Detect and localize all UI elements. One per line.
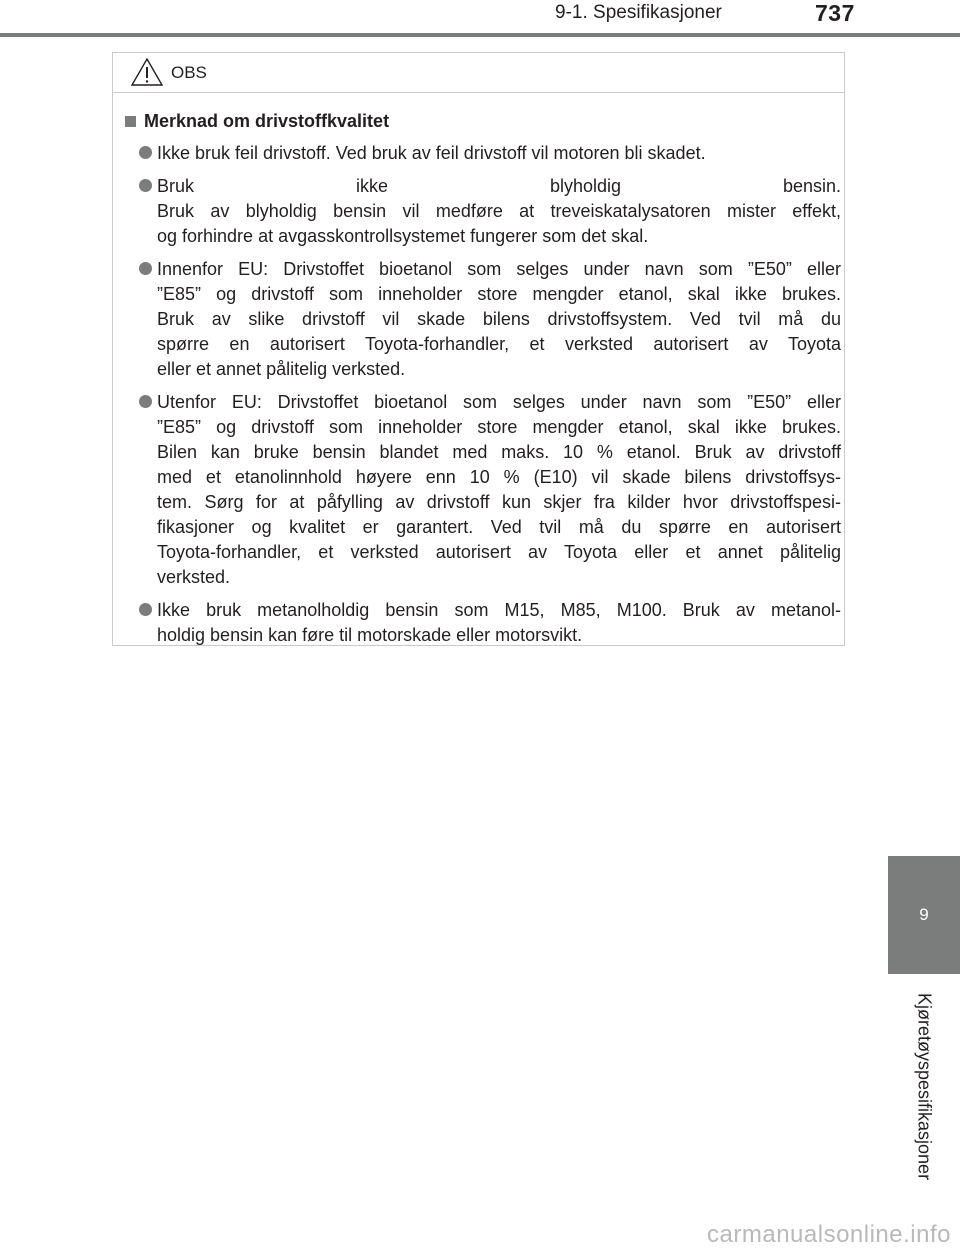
list-item-line: Bruk av blyholdig bensin vil medføre at treveiskatalysatoren mister effekt, <box>157 201 841 221</box>
list-item-line: holdig bensin kan føre til motorskade eller motorsvikt. <box>157 625 583 645</box>
list-item-line: Utenfor EU: Drivstoffet bioetanol som selges under navn som ”E50” eller <box>157 392 841 412</box>
watermark: carmanualsonline.info <box>707 1221 951 1248</box>
list-item-line: med et etanolinnhold høyere enn 10 % (E10) vil skade bilens drivstoffsys- <box>157 467 841 487</box>
sub-heading-text: Merknad om drivstoffkvalitet <box>144 111 390 131</box>
circle-bullet-icon <box>139 395 152 408</box>
square-bullet-icon <box>125 116 136 127</box>
list-item <box>139 598 841 648</box>
chapter-label <box>888 984 960 1189</box>
chapter-label-text: Kjøretøyspesifikasjoner <box>914 992 935 1181</box>
list-item <box>139 390 841 590</box>
circle-bullet-icon <box>139 262 152 275</box>
sub-heading <box>125 111 389 132</box>
warning-triangle-icon <box>131 57 163 87</box>
list-item-line: Toyota-forhandler, et verksted autorisert av Toyota eller et annet pålitelig <box>157 542 841 562</box>
list-item <box>139 257 841 382</box>
list-item-line: fikasjoner og kvalitet er garantert. Ved tvil må du spørre en autorisert <box>157 517 841 537</box>
list-item-line: ”E85” og drivstoff som inneholder store mengder etanol, skal ikke brukes. <box>157 284 841 304</box>
circle-bullet-icon <box>139 179 152 192</box>
list-item-line: ”E85” og drivstoff som inneholder store mengder etanol, skal ikke brukes. <box>157 417 841 437</box>
section-title: 9-1. Spesifikasjoner <box>555 2 722 23</box>
list-item-line: spørre en autorisert Toyota-forhandler, et verksted autorisert av Toyota <box>157 334 841 354</box>
list-item-line: Innenfor EU: Drivstoffet bioetanol som selges under navn som ”E50” eller <box>157 259 841 279</box>
list-item-line: verksted. <box>157 567 231 587</box>
list-item-line: Ikke bruk feil drivstoff. Ved bruk av feil drivstoff vil motoren bli skadet. <box>157 143 706 163</box>
chapter-tab[interactable] <box>888 856 960 974</box>
circle-bullet-icon <box>139 603 152 616</box>
list-item-line: Ikke bruk metanolholdig bensin som M15, M85, M100. Bruk av metanol- <box>157 600 841 620</box>
list-item <box>139 141 841 166</box>
warning-box <box>112 52 845 646</box>
header-divider <box>0 33 960 37</box>
list-item-line: tem. Sørg for at påfylling av drivstoff kun skjer fra kilder hvor drivstoffspesi- <box>157 492 841 512</box>
circle-bullet-icon <box>139 146 152 159</box>
list-item-line: Bilen kan bruke bensin blandet med maks. 10 % etanol. Bruk av drivstoff <box>157 442 841 462</box>
list-item-line: Bruk ikke blyholdig bensin. <box>157 176 841 196</box>
list-item-line: Bruk av slike drivstoff vil skade bilens drivstoffsystem. Ved tvil må du <box>157 309 841 329</box>
list-item-line: eller et annet pålitelig verksted. <box>157 359 406 379</box>
warning-title: OBS <box>171 63 207 82</box>
warning-header <box>113 53 844 93</box>
page-number: 737 <box>815 0 855 26</box>
warning-list <box>113 141 844 656</box>
list-item-line: og forhindre at avgasskontrollsystemet fungerer som det skal. <box>157 226 649 246</box>
chapter-number: 9 <box>919 905 929 924</box>
list-item <box>139 174 841 249</box>
